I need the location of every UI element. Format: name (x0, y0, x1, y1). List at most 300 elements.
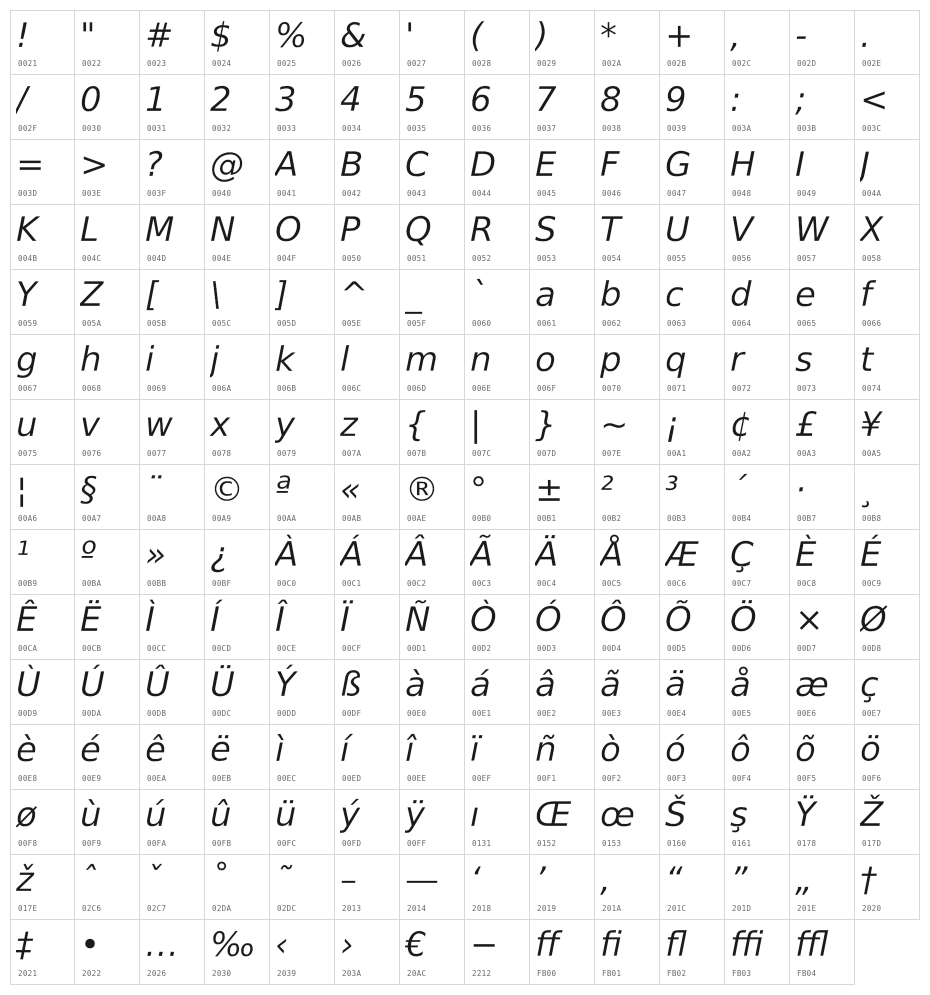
glyph-cell (75, 660, 140, 725)
glyph-codepoint: 0152 (537, 839, 557, 848)
glyph-cell (790, 855, 855, 920)
glyph-char: _ (405, 275, 422, 315)
glyph-cell (205, 855, 270, 920)
glyph-char: = (16, 145, 45, 185)
glyph-cell (855, 855, 920, 920)
glyph-cell (725, 660, 790, 725)
glyph-cell (530, 270, 595, 335)
glyph-char: ‡ (16, 925, 33, 965)
glyph-codepoint: 00CF (342, 644, 362, 653)
glyph-codepoint: 0021 (18, 59, 38, 68)
glyph-cell (790, 335, 855, 400)
glyph-codepoint: 00FD (342, 839, 362, 848)
glyph-cell (75, 10, 140, 75)
glyph-codepoint: 00C9 (862, 579, 882, 588)
glyph-cell (75, 75, 140, 140)
glyph-cell (140, 855, 205, 920)
glyph-cell (75, 335, 140, 400)
glyph-char: € (405, 925, 427, 965)
glyph-cell (660, 400, 725, 465)
glyph-cell (790, 920, 855, 985)
glyph-cell (400, 920, 465, 985)
glyph-char: ÿ (405, 795, 426, 835)
glyph-codepoint: 006A (212, 384, 232, 393)
glyph-char: ì (275, 730, 285, 770)
glyph-cell (400, 530, 465, 595)
glyph-codepoint: 0046 (602, 189, 622, 198)
glyph-codepoint: 0031 (147, 124, 167, 133)
glyph-char: ; (795, 80, 807, 120)
glyph-char: à (405, 665, 426, 705)
glyph-char: 5 (405, 80, 427, 120)
glyph-char: Æ (665, 535, 699, 575)
glyph-char: Ý (275, 665, 296, 705)
glyph-cell (335, 725, 400, 790)
glyph-cell (270, 10, 335, 75)
glyph-cell (790, 790, 855, 855)
glyph-char: 2 (210, 80, 232, 120)
glyph-cell (530, 335, 595, 400)
glyph-cell (465, 855, 530, 920)
glyph-codepoint: 00F1 (537, 774, 557, 783)
glyph-codepoint: 00D4 (602, 644, 622, 653)
glyph-cell (10, 530, 75, 595)
glyph-char: : (730, 80, 742, 120)
glyph-codepoint: 007A (342, 449, 362, 458)
glyph-cell (270, 660, 335, 725)
glyph-cell (75, 725, 140, 790)
glyph-char: ! (16, 16, 30, 56)
glyph-codepoint: 0043 (407, 189, 427, 198)
glyph-char: < (860, 80, 889, 120)
glyph-codepoint: 00E7 (862, 709, 882, 718)
glyph-char: & (340, 16, 367, 56)
glyph-codepoint: 003F (147, 189, 167, 198)
glyph-char: ¿ (210, 535, 229, 575)
glyph-char: Ž (860, 795, 884, 835)
glyph-char: t (860, 340, 874, 380)
glyph-codepoint: 0058 (862, 254, 882, 263)
glyph-codepoint: 0075 (18, 449, 38, 458)
glyph-char: Ÿ (795, 795, 816, 835)
glyph-char: Ó (535, 600, 562, 640)
glyph-char: á (470, 665, 491, 705)
glyph-cell (75, 270, 140, 335)
glyph-codepoint: 004E (212, 254, 232, 263)
glyph-codepoint: 00A6 (18, 514, 38, 523)
glyph-cell (660, 725, 725, 790)
glyph-cell (140, 790, 205, 855)
glyph-cell (790, 10, 855, 75)
glyph-cell (595, 205, 660, 270)
glyph-char: õ (795, 730, 816, 770)
glyph-cell (270, 400, 335, 465)
glyph-char: ý (340, 795, 361, 835)
glyph-codepoint: 0035 (407, 124, 427, 133)
glyph-cell (75, 400, 140, 465)
glyph-codepoint: 00A5 (862, 449, 882, 458)
glyph-codepoint: 00D7 (797, 644, 817, 653)
glyph-cell (855, 140, 920, 205)
glyph-char: È (795, 535, 817, 575)
glyph-cell (10, 855, 75, 920)
glyph-codepoint: 0037 (537, 124, 557, 133)
glyph-char: ö (860, 730, 881, 770)
glyph-codepoint: 0073 (797, 384, 817, 393)
glyph-char: æ (795, 665, 829, 705)
glyph-char: + (665, 16, 694, 56)
glyph-cell (595, 725, 660, 790)
glyph-cell (855, 10, 920, 75)
glyph-char: ? (145, 145, 164, 185)
glyph-char: r (730, 340, 744, 380)
glyph-char: ‚ (600, 860, 611, 900)
glyph-cell (855, 725, 920, 790)
glyph-codepoint: 00B4 (732, 514, 752, 523)
glyph-char: ’ (535, 860, 546, 900)
glyph-codepoint: 005E (342, 319, 362, 328)
glyph-char: Œ (535, 795, 572, 835)
glyph-char: ä (665, 665, 686, 705)
glyph-codepoint: 007E (602, 449, 622, 458)
glyph-codepoint: 004C (82, 254, 102, 263)
glyph-char: Â (405, 535, 429, 575)
glyph-char: ¢ (730, 405, 752, 445)
glyph-codepoint: 201C (667, 904, 687, 913)
glyph-cell (855, 660, 920, 725)
glyph-char: ¹ (16, 535, 30, 575)
glyph-cell (595, 140, 660, 205)
glyph-char: [ (145, 275, 159, 315)
glyph-codepoint: 0069 (147, 384, 167, 393)
glyph-char: ˆ (80, 860, 97, 900)
glyph-codepoint: 0066 (862, 319, 882, 328)
glyph-char: „ (795, 860, 813, 900)
glyph-cell (790, 660, 855, 725)
glyph-codepoint: 0033 (277, 124, 297, 133)
glyph-codepoint: 2019 (537, 904, 557, 913)
glyph-codepoint: 002A (602, 59, 622, 68)
glyph-char: ﬂ (665, 925, 687, 965)
glyph-cell (75, 920, 140, 985)
glyph-codepoint: 00EC (277, 774, 297, 783)
glyph-char: D (470, 145, 497, 185)
glyph-cell (140, 595, 205, 660)
glyph-cell (400, 10, 465, 75)
glyph-cell (725, 205, 790, 270)
glyph-codepoint: 201D (732, 904, 752, 913)
glyph-cell (10, 205, 75, 270)
glyph-cell (465, 465, 530, 530)
glyph-codepoint: 00E5 (732, 709, 752, 718)
glyph-cell (205, 140, 270, 205)
glyph-cell (140, 920, 205, 985)
glyph-char: X (860, 210, 884, 250)
glyph-char: § (80, 470, 97, 510)
glyph-char: ¨ (145, 470, 162, 510)
glyph-char: ‘ (470, 860, 481, 900)
glyph-cell (10, 400, 75, 465)
glyph-char: … (145, 925, 179, 965)
glyph-codepoint: 00A8 (147, 514, 167, 523)
glyph-char: è (16, 730, 37, 770)
glyph-char: › (340, 925, 354, 965)
glyph-cell (725, 335, 790, 400)
glyph-char: ¸ (860, 470, 877, 510)
glyph-cell (10, 660, 75, 725)
glyph-codepoint: 00C3 (472, 579, 492, 588)
glyph-codepoint: 00B2 (602, 514, 622, 523)
glyph-char: / (16, 80, 28, 120)
glyph-codepoint: 006D (407, 384, 427, 393)
glyph-cell (530, 205, 595, 270)
glyph-char: i (145, 340, 155, 380)
glyph-char: ‰ (210, 925, 256, 965)
glyph-char: û (210, 795, 232, 835)
glyph-char: Û (145, 665, 170, 705)
glyph-cell (725, 400, 790, 465)
glyph-cell (400, 465, 465, 530)
glyph-codepoint: 0161 (732, 839, 752, 848)
glyph-codepoint: 0044 (472, 189, 492, 198)
glyph-codepoint: 0051 (407, 254, 427, 263)
glyph-cell (595, 465, 660, 530)
glyph-char: î (405, 730, 415, 770)
glyph-codepoint: 004F (277, 254, 297, 263)
glyph-cell (465, 400, 530, 465)
glyph-cell (790, 725, 855, 790)
glyph-codepoint: 0036 (472, 124, 492, 133)
glyph-char: â (535, 665, 556, 705)
glyph-cell (400, 595, 465, 660)
glyph-cell (725, 140, 790, 205)
glyph-cell (75, 205, 140, 270)
glyph-cell (530, 725, 595, 790)
glyph-char: 1 (145, 80, 167, 120)
glyph-char: Í (210, 600, 221, 640)
glyph-cell (75, 595, 140, 660)
glyph-char: ´ (730, 470, 747, 510)
glyph-char: Ì (145, 600, 156, 640)
glyph-char: L (80, 210, 99, 250)
glyph-codepoint: 007C (472, 449, 492, 458)
glyph-cell (400, 335, 465, 400)
glyph-codepoint: 00B0 (472, 514, 492, 523)
glyph-cell (595, 855, 660, 920)
glyph-cell (270, 465, 335, 530)
glyph-codepoint: 2020 (862, 904, 882, 913)
glyph-cell (855, 595, 920, 660)
glyph-char: ë (210, 730, 231, 770)
glyph-codepoint: 00E2 (537, 709, 557, 718)
glyph-cell (270, 140, 335, 205)
glyph-cell (270, 725, 335, 790)
glyph-cell (530, 920, 595, 985)
glyph-codepoint: 00FB (212, 839, 232, 848)
glyph-cell (335, 660, 400, 725)
glyph-codepoint: 005B (147, 319, 167, 328)
glyph-cell (790, 205, 855, 270)
glyph-cell (335, 140, 400, 205)
glyph-cell (270, 205, 335, 270)
glyph-codepoint: 2039 (277, 969, 297, 978)
glyph-char: ] (275, 275, 289, 315)
glyph-cell (205, 10, 270, 75)
glyph-codepoint: 00C0 (277, 579, 297, 588)
glyph-char: z (340, 405, 358, 445)
glyph-codepoint: 0061 (537, 319, 557, 328)
glyph-cell (400, 660, 465, 725)
glyph-codepoint: 0049 (797, 189, 817, 198)
glyph-codepoint: 201A (602, 904, 622, 913)
glyph-codepoint: 00BF (212, 579, 232, 588)
glyph-codepoint: 2014 (407, 904, 427, 913)
glyph-char: a (535, 275, 556, 315)
glyph-codepoint: 0034 (342, 124, 362, 133)
glyph-codepoint: 0056 (732, 254, 752, 263)
glyph-cell (530, 660, 595, 725)
glyph-char: j (210, 340, 220, 380)
glyph-cell (335, 10, 400, 75)
glyph-char: À (275, 535, 299, 575)
glyph-codepoint: 0076 (82, 449, 102, 458)
glyph-cell (465, 725, 530, 790)
glyph-codepoint: 0025 (277, 59, 297, 68)
glyph-char: É (860, 535, 882, 575)
glyph-char: Y (16, 275, 37, 315)
glyph-codepoint: 2013 (342, 904, 362, 913)
glyph-codepoint: 003D (18, 189, 38, 198)
glyph-codepoint: 00EB (212, 774, 232, 783)
glyph-char: ó (665, 730, 686, 770)
glyph-char: ç (860, 665, 879, 705)
glyph-cell (530, 595, 595, 660)
glyph-codepoint: 0028 (472, 59, 492, 68)
glyph-char: J (860, 145, 871, 185)
glyph-codepoint: 00AA (277, 514, 297, 523)
glyph-cell (660, 920, 725, 985)
glyph-cell (725, 725, 790, 790)
glyph-cell (790, 270, 855, 335)
glyph-codepoint: 00C6 (667, 579, 687, 588)
glyph-codepoint: 007B (407, 449, 427, 458)
glyph-char: @ (210, 145, 244, 185)
glyph-codepoint: 0039 (667, 124, 687, 133)
glyph-char: Ä (535, 535, 559, 575)
glyph-cell (140, 335, 205, 400)
glyph-cell (465, 660, 530, 725)
glyph-cell (400, 400, 465, 465)
glyph-codepoint: 00E4 (667, 709, 687, 718)
glyph-codepoint: 004B (18, 254, 38, 263)
glyph-cell (205, 270, 270, 335)
glyph-cell (400, 140, 465, 205)
glyph-codepoint: FB02 (667, 969, 687, 978)
glyph-cell (855, 270, 920, 335)
glyph-codepoint: 0153 (602, 839, 622, 848)
glyph-codepoint: 003B (797, 124, 817, 133)
glyph-char: — (405, 860, 439, 900)
glyph-char: ü (275, 795, 297, 835)
glyph-char: A (275, 145, 299, 185)
glyph-char: c (665, 275, 684, 315)
glyph-codepoint: 00A3 (797, 449, 817, 458)
glyph-char: ³ (665, 470, 679, 510)
glyph-cell (270, 335, 335, 400)
glyph-cell (660, 465, 725, 530)
glyph-cell (75, 855, 140, 920)
glyph-codepoint: 006E (472, 384, 492, 393)
glyph-char: p (600, 340, 622, 380)
glyph-cell (790, 400, 855, 465)
glyph-char: x (210, 405, 231, 445)
glyph-char: q (665, 340, 687, 380)
glyph-cell (790, 465, 855, 530)
glyph-cell (465, 335, 530, 400)
glyph-cell (140, 660, 205, 725)
glyph-codepoint: 00ED (342, 774, 362, 783)
glyph-cell (725, 855, 790, 920)
glyph-char: ﬄ (795, 925, 829, 965)
glyph-codepoint: 00F5 (797, 774, 817, 783)
glyph-codepoint: 002E (862, 59, 882, 68)
glyph-char: F (600, 145, 620, 185)
glyph-codepoint: 004D (147, 254, 167, 263)
glyph-codepoint: 0029 (537, 59, 557, 68)
glyph-codepoint: 0032 (212, 124, 232, 133)
glyph-cell (725, 920, 790, 985)
glyph-char: ô (730, 730, 751, 770)
glyph-char: Ñ (405, 600, 431, 640)
glyph-cell (205, 75, 270, 140)
glyph-codepoint: 00FF (407, 839, 427, 848)
glyph-cell (205, 725, 270, 790)
glyph-codepoint: 0072 (732, 384, 752, 393)
glyph-char: 8 (600, 80, 622, 120)
glyph-char: ` (470, 275, 487, 315)
glyph-codepoint: 00C8 (797, 579, 817, 588)
glyph-char: · (795, 470, 806, 510)
glyph-char: ˜ (275, 860, 292, 900)
glyph-codepoint: 201E (797, 904, 817, 913)
glyph-cell (140, 400, 205, 465)
glyph-cell (10, 270, 75, 335)
glyph-char: | (470, 405, 482, 445)
glyph-codepoint: 00E3 (602, 709, 622, 718)
glyph-char: s (795, 340, 813, 380)
glyph-cell (400, 790, 465, 855)
glyph-codepoint: 00FC (277, 839, 297, 848)
glyph-codepoint: 00AE (407, 514, 427, 523)
glyph-char: ø (16, 795, 37, 835)
glyph-cell (595, 530, 660, 595)
glyph-char: Ú (80, 665, 105, 705)
glyph-cell (660, 790, 725, 855)
glyph-codepoint: 0071 (667, 384, 687, 393)
glyph-cell (595, 10, 660, 75)
glyph-codepoint: 2022 (82, 969, 102, 978)
glyph-cell (725, 270, 790, 335)
glyph-codepoint: 00D9 (18, 709, 38, 718)
glyph-char: ° (470, 470, 487, 510)
glyph-codepoint: 2018 (472, 904, 492, 913)
glyph-cell (855, 75, 920, 140)
glyph-cell (205, 660, 270, 725)
glyph-cell (400, 855, 465, 920)
glyph-cell (595, 75, 660, 140)
glyph-grid (10, 10, 920, 985)
glyph-char: S (535, 210, 557, 250)
